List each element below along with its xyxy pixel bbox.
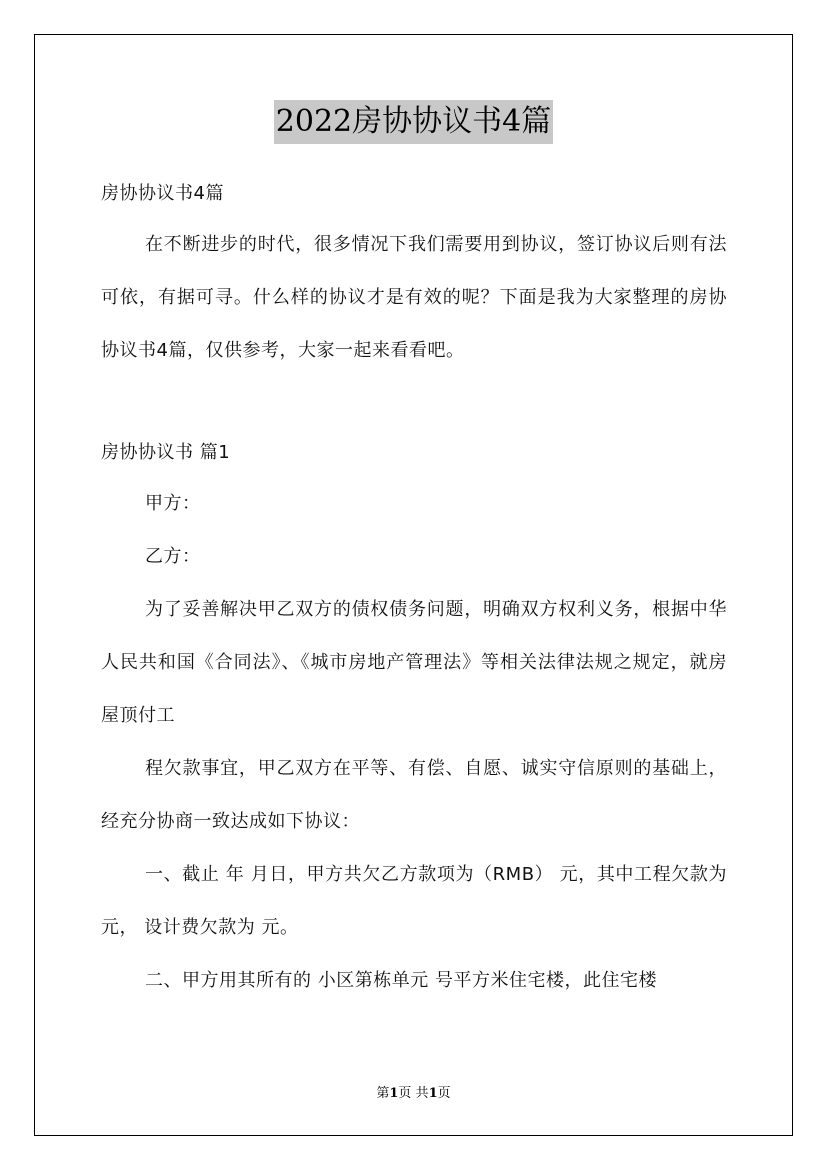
footer-page-number: 1 — [389, 1086, 399, 1101]
paragraph-principles: 程欠款事宜，甲乙双方在平等、有偿、自愿、诚实守信原则的基础上，经充分协商一致达成如下协议： — [101, 758, 727, 832]
section-spacer — [101, 377, 727, 429]
paragraph-purpose: 为了妥善解决甲乙双方的债权债务问题，明确双方权利义务，根据中华人民共和国《合同法》、《城市房地产管理法》等相关法律法规之规定，就房屋顶付工 — [101, 599, 727, 726]
document-body — [101, 170, 727, 1007]
footer-page-prefix: 第 — [376, 1086, 390, 1101]
footer-page-mid: 页 共 — [398, 1086, 429, 1101]
footer-page-suffix: 页 — [437, 1086, 451, 1101]
page-footer — [0, 1082, 827, 1101]
intro-heading: 房协协议书4篇 — [101, 183, 224, 204]
paragraph-clause-1: 一、截止 年 月日，甲方共欠乙方款项为（RMB） 元，其中工程欠款为 元， 设计费欠款为 元。 — [101, 864, 727, 938]
document-title: 2022房协协议书4篇 — [274, 100, 553, 144]
paragraph-clause-2: 二、甲方用其所有的 小区第栋单元 号平方米住宅楼，此住宅楼 — [145, 970, 657, 991]
title-container — [0, 100, 827, 144]
party-a-line: 甲方： — [145, 493, 201, 514]
intro-paragraph: 在不断进步的时代，很多情况下我们需要用到协议，签订协议后则有法可依，有据可寻。什么样的协议才是有效的呢？下面是我为大家整理的房协协议书4篇，仅供参考，大家一起来看看吧。 — [101, 234, 727, 361]
footer-total-pages: 1 — [428, 1086, 438, 1101]
section-1-heading: 房协协议书 篇1 — [101, 442, 231, 463]
party-b-line: 乙方： — [145, 546, 201, 567]
